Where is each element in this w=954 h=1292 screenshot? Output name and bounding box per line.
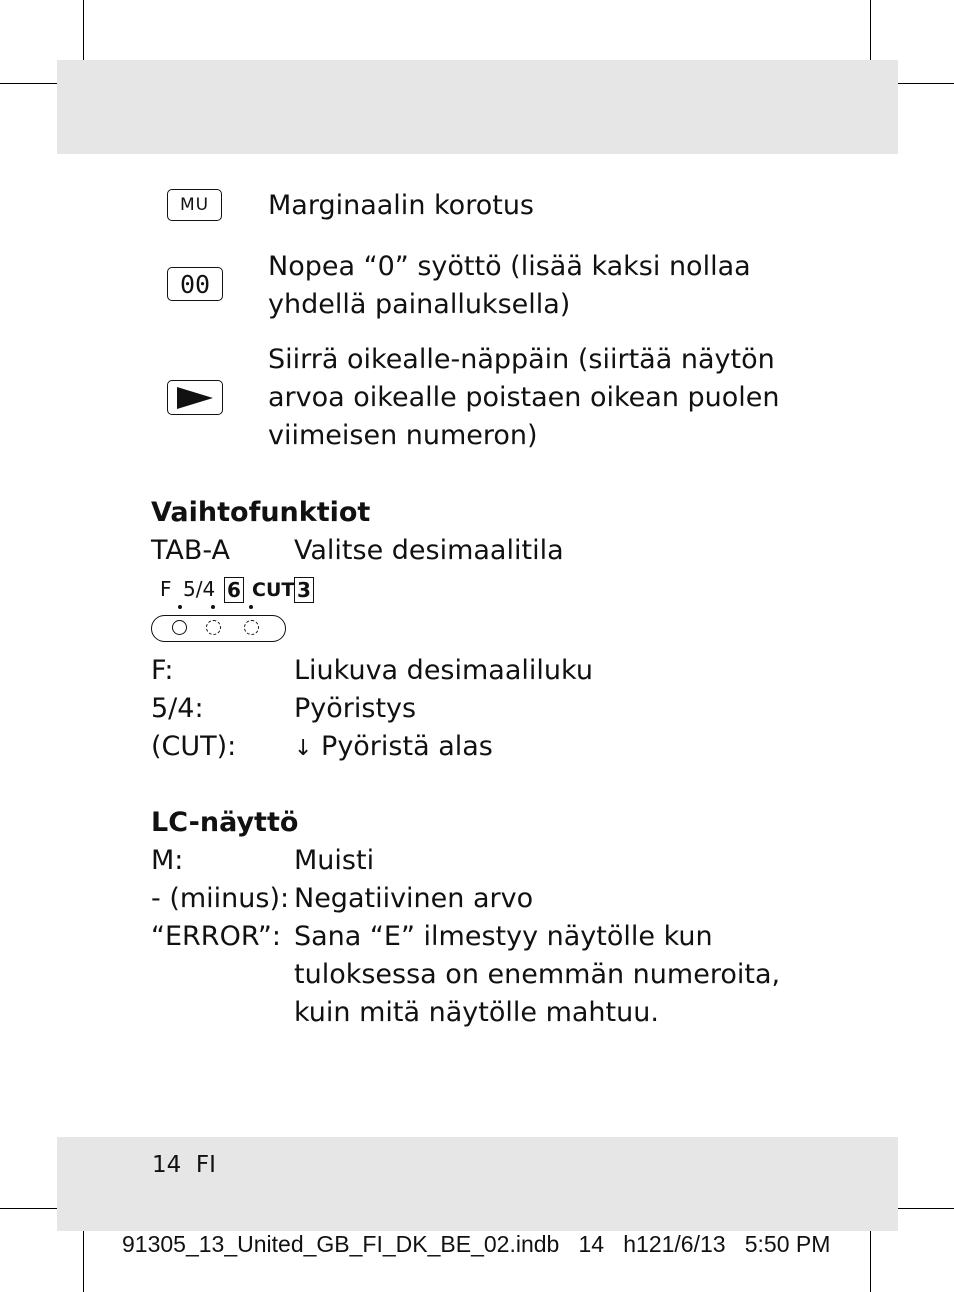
shift-right-description-line: viimeisen numeron) — [268, 420, 538, 451]
shift-right-key-icon — [167, 380, 223, 415]
switch-term: 5/4: — [151, 693, 204, 724]
lcd-desc-line: kuin mitä näytölle mahtuu. — [294, 997, 659, 1028]
switch-position-round — [206, 620, 221, 635]
tab-label: TAB-A — [151, 535, 231, 566]
lcd-desc-line: Sana “E” ilmestyy näytölle kun — [294, 921, 713, 952]
switch-functions-heading: Vaihtofunktiot — [151, 497, 371, 528]
header-band — [57, 60, 898, 154]
switch-desc: Pyöristys — [294, 693, 417, 724]
mu-key-label: MU — [179, 195, 210, 215]
page-number-value: 14 — [152, 1152, 182, 1178]
switch-marker-dot — [249, 605, 253, 609]
mu-description: Marginaalin korotus — [268, 190, 534, 221]
switch-marker-dot — [178, 605, 182, 609]
switch-desc: Liukuva desimaaliluku — [294, 655, 593, 686]
switch-label-cut: CUT — [252, 579, 295, 601]
switch-position-cut — [244, 620, 259, 635]
switch-desc: Pyöristä alas — [321, 731, 493, 762]
double-zero-key-icon — [167, 267, 223, 301]
lcd-desc: Muisti — [294, 845, 375, 876]
play-triangle-icon — [173, 385, 217, 411]
lcd-term: M: — [151, 845, 184, 876]
lcd-heading: LC-näyttö — [151, 807, 299, 838]
crop-mark — [0, 1208, 57, 1209]
crop-mark — [83, 1231, 84, 1292]
lcd-desc-line: tuloksessa on enemmän numeroita, — [294, 959, 781, 990]
switch-term: F: — [151, 655, 174, 686]
switch-label-six: 6 — [224, 577, 244, 603]
switch-desc-row — [294, 728, 493, 768]
crop-mark — [0, 83, 57, 84]
arrow-down-icon: ↓ — [294, 736, 313, 761]
crop-mark — [870, 1231, 871, 1292]
shift-right-description-line: arvoa oikealle poistaen oikean puolen — [268, 382, 780, 413]
crop-mark — [898, 83, 954, 84]
shift-right-description-line: Siirrä oikealle-näppäin (siirtää näytön — [268, 344, 775, 375]
lcd-term: “ERROR”: — [151, 921, 281, 952]
switch-marker-dot — [211, 605, 215, 609]
mu-key-icon — [167, 189, 222, 221]
lcd-desc: Negatiivinen arvo — [294, 883, 534, 914]
crop-mark — [898, 1208, 954, 1209]
switch-label-f: F — [160, 577, 172, 601]
tab-description: Valitse desimaalitila — [294, 535, 564, 566]
switch-position-f — [172, 620, 187, 635]
switch-label-round: 5/4 — [183, 577, 216, 601]
crop-mark — [83, 0, 84, 60]
print-slug: 91305_13_United_GB_FI_DK_BE_02.indb 14 h121/6/13 5:50 PM — [122, 1231, 831, 1257]
crop-mark — [870, 0, 871, 60]
switch-term: (CUT): — [151, 731, 237, 762]
switch-label-three: 3 — [294, 577, 314, 603]
double-zero-description-line: Nopea “0” syöttö (lisää kaksi nollaa — [268, 251, 751, 282]
language-code: FI — [195, 1152, 216, 1178]
double-zero-description-line: yhdellä painalluksella) — [268, 289, 571, 320]
double-zero-key-label: 00 — [179, 269, 211, 299]
lcd-term: - (miinus): — [151, 883, 290, 914]
page-number — [152, 1150, 216, 1180]
